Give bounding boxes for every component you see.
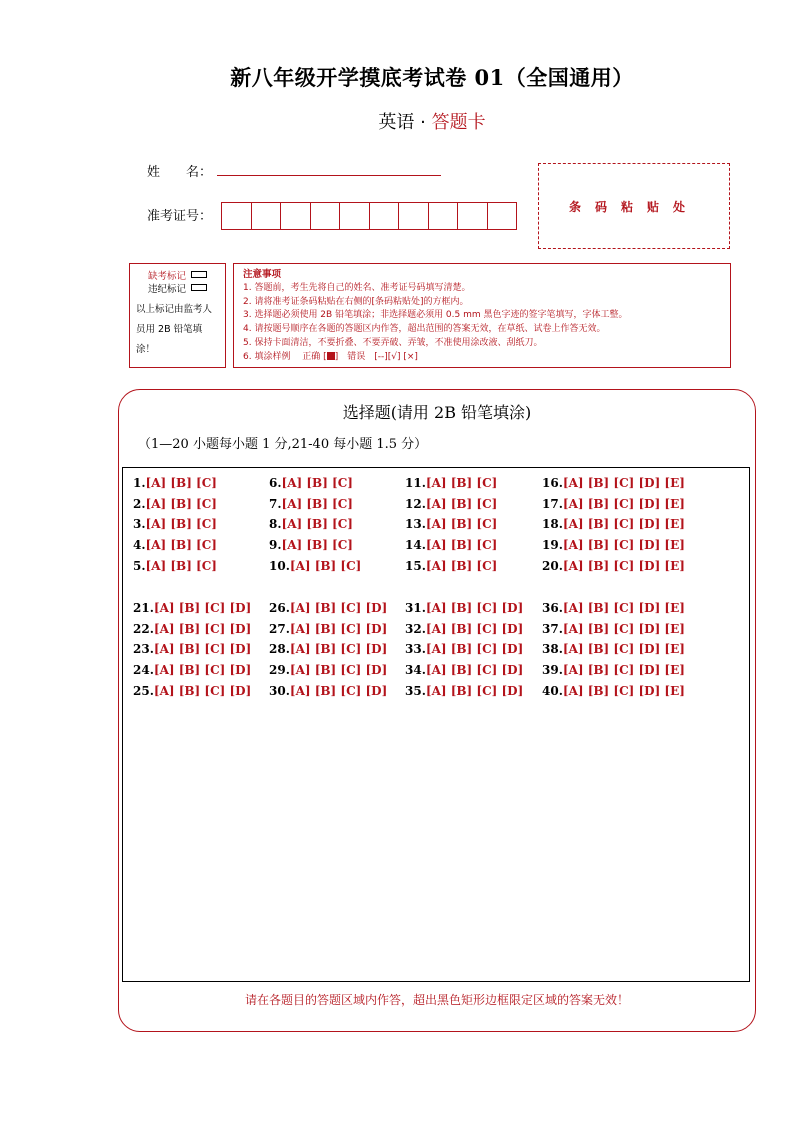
question-number: 31.: [405, 601, 426, 615]
question-number: 21.: [133, 601, 154, 615]
question-row[interactable]: [542, 622, 685, 636]
answer-options[interactable]: [A] [B] [C] [D]: [425, 684, 524, 698]
id-digit-box[interactable]: [369, 202, 400, 230]
id-digit-box[interactable]: [398, 202, 429, 230]
page-subtitle: [0, 108, 794, 134]
answer-options[interactable]: [A] [B] [C] [D] [E]: [562, 538, 685, 552]
question-row[interactable]: [133, 622, 251, 636]
answer-options[interactable]: [A] [B] [C] [D]: [153, 622, 252, 636]
question-number: 1.: [133, 476, 146, 490]
question-number: 26.: [269, 601, 290, 615]
id-digit-box[interactable]: [251, 202, 282, 230]
question-number: 40.: [542, 684, 563, 698]
id-digit-box[interactable]: [457, 202, 488, 230]
answer-options[interactable]: [A] [B] [C] [D]: [289, 642, 388, 656]
sample-wrong: ] 错误 [--][√] [×]: [334, 351, 418, 362]
answer-options[interactable]: [A] [B] [C] [D] [E]: [562, 642, 685, 656]
question-row[interactable]: [405, 476, 497, 490]
question-row[interactable]: [405, 601, 523, 615]
barcode-area: [538, 163, 730, 249]
question-row[interactable]: [133, 559, 217, 573]
answer-options[interactable]: [A] [B] [C] [D]: [425, 642, 524, 656]
question-row[interactable]: [133, 601, 251, 615]
question-row[interactable]: [405, 559, 497, 573]
question-number: 28.: [269, 642, 290, 656]
question-row[interactable]: [542, 684, 685, 698]
question-number: 9.: [269, 538, 282, 552]
question-row[interactable]: [269, 663, 387, 677]
question-row[interactable]: [269, 497, 353, 511]
question-number: 8.: [269, 517, 282, 531]
answer-options[interactable]: [A] [B] [C]: [145, 559, 217, 573]
notice-item: 5. 保持卡面清洁，不要折叠、不要弄破、弄皱，不准使用涂改液、刮纸刀。: [243, 337, 543, 348]
answer-options[interactable]: [A] [B] [C]: [425, 517, 498, 531]
question-number: 15.: [405, 559, 426, 573]
question-row[interactable]: [269, 517, 353, 531]
question-row[interactable]: [405, 684, 523, 698]
question-row[interactable]: [405, 663, 523, 677]
answer-options[interactable]: [A] [B] [C] [D] [E]: [562, 684, 685, 698]
proctor-mark-box: [129, 263, 226, 368]
answer-options[interactable]: [A] [B] [C] [D]: [425, 622, 524, 636]
question-number: 22.: [133, 622, 154, 636]
exam-id-field[interactable]: [222, 202, 517, 230]
question-number: 36.: [542, 601, 563, 615]
question-number: 32.: [405, 622, 426, 636]
question-number: 13.: [405, 517, 426, 531]
answer-options[interactable]: [A] [B] [C] [D] [E]: [562, 601, 685, 615]
card-type-label: 答题卡: [431, 112, 486, 133]
answer-options[interactable]: [A] [B] [C] [D] [E]: [562, 476, 685, 490]
answer-options[interactable]: [A] [B] [C] [D] [E]: [562, 559, 685, 573]
question-number: 3.: [133, 517, 146, 531]
question-number: 33.: [405, 642, 426, 656]
question-row[interactable]: [133, 663, 251, 677]
notice-item: 2. 请将准考证条码粘贴在右侧的[条码粘贴处]的方框内。: [243, 296, 469, 307]
question-row[interactable]: [405, 642, 523, 656]
answer-options[interactable]: [A] [B] [C] [D]: [289, 684, 388, 698]
question-number: 6.: [269, 476, 282, 490]
id-label: 准考证号：: [147, 209, 213, 224]
filled-sample-icon: [327, 352, 335, 360]
answer-options[interactable]: [A] [B] [C]: [425, 538, 498, 552]
question-row[interactable]: [405, 538, 497, 552]
question-number: 29.: [269, 663, 290, 677]
answer-options[interactable]: [A] [B] [C] [D] [E]: [562, 497, 685, 511]
question-number: 38.: [542, 642, 563, 656]
answer-options[interactable]: [A] [B] [C] [D] [E]: [562, 517, 685, 531]
answer-options[interactable]: [A] [B] [C]: [145, 517, 217, 531]
name-field[interactable]: [217, 175, 441, 176]
question-row[interactable]: [542, 559, 685, 573]
answer-options[interactable]: [A] [B] [C] [D] [E]: [562, 663, 685, 677]
question-row[interactable]: [269, 476, 353, 490]
question-row[interactable]: [405, 497, 497, 511]
question-row[interactable]: [269, 642, 387, 656]
answer-options[interactable]: [A] [B] [C]: [425, 497, 498, 511]
id-digit-box[interactable]: [339, 202, 370, 230]
question-row[interactable]: [542, 663, 685, 677]
answer-options[interactable]: [A] [B] [C]: [145, 497, 217, 511]
question-row[interactable]: [133, 497, 217, 511]
notice-title: 注意事项: [243, 269, 282, 280]
answer-options[interactable]: [A] [B] [C] [D]: [153, 663, 252, 677]
id-digit-box[interactable]: [280, 202, 311, 230]
violation-mark-box[interactable]: [191, 284, 207, 291]
question-number: 17.: [542, 497, 563, 511]
question-row[interactable]: [269, 684, 387, 698]
question-row[interactable]: [542, 517, 685, 531]
question-number: 5.: [133, 559, 146, 573]
sample-prefix: 6. 填涂样例 正确 [: [243, 351, 327, 362]
question-number: 18.: [542, 517, 563, 531]
answer-options[interactable]: [A] [B] [C]: [145, 476, 217, 490]
question-row[interactable]: [405, 517, 497, 531]
question-row[interactable]: [542, 642, 685, 656]
question-number: 20.: [542, 559, 563, 573]
question-row[interactable]: [269, 559, 361, 573]
question-row[interactable]: [269, 601, 387, 615]
barcode-label: 条码粘贴处: [568, 199, 699, 214]
answer-options[interactable]: [A] [B] [C] [D]: [289, 601, 388, 615]
question-number: 39.: [542, 663, 563, 677]
answer-options[interactable]: [A] [B] [C]: [281, 497, 353, 511]
answer-options[interactable]: [A] [B] [C]: [145, 538, 217, 552]
footer-note: 请在各题目的答题区域内作答，超出黑色矩形边框限定区域的答案无效！: [244, 993, 629, 1007]
answer-options[interactable]: [A] [B] [C]: [425, 476, 498, 490]
question-row[interactable]: [269, 622, 387, 636]
answer-options[interactable]: [A] [B] [C] [D]: [425, 601, 524, 615]
question-row[interactable]: [133, 538, 217, 552]
question-number: 24.: [133, 663, 154, 677]
notice-item: 4. 请按题号顺序在各题的答题区内作答，超出范围的答案无效，在草纸、试卷上作答无效。: [243, 324, 606, 335]
answer-options[interactable]: [A] [B] [C]: [425, 559, 498, 573]
question-number: 27.: [269, 622, 290, 636]
question-row[interactable]: [133, 642, 251, 656]
question-number: 11.: [405, 476, 426, 490]
id-digit-box[interactable]: [428, 202, 459, 230]
answer-options[interactable]: [A] [B] [C] [D]: [289, 663, 388, 677]
absent-mark-box[interactable]: [191, 271, 207, 278]
question-row[interactable]: [133, 517, 217, 531]
question-row[interactable]: [542, 538, 685, 552]
question-number: 2.: [133, 497, 146, 511]
id-digit-box[interactable]: [310, 202, 341, 230]
id-digit-box[interactable]: [221, 202, 252, 230]
answer-options[interactable]: [A] [B] [C]: [281, 538, 353, 552]
answer-options[interactable]: [A] [B] [C]: [289, 559, 362, 573]
question-row[interactable]: [542, 497, 685, 511]
answer-options[interactable]: [A] [B] [C] [D]: [153, 684, 252, 698]
question-number: 35.: [405, 684, 426, 698]
answer-options[interactable]: [A] [B] [C]: [281, 476, 353, 490]
answer-options[interactable]: [A] [B] [C] [D]: [289, 622, 388, 636]
question-number: 16.: [542, 476, 563, 490]
question-number: 19.: [542, 538, 563, 552]
id-digit-box[interactable]: [487, 202, 518, 230]
page-title: 新八年级开学摸底考试卷 01（全国通用）: [230, 65, 634, 90]
absent-mark-label: 缺考标记: [147, 270, 186, 282]
notice-item-sample: [243, 351, 721, 365]
answer-options[interactable]: [A] [B] [C] [D] [E]: [562, 622, 685, 636]
question-row[interactable]: [405, 622, 523, 636]
mark-note: 以上标记由监考人员用 2B 铅笔填涂！: [136, 304, 213, 355]
section-subtitle: （1—20 小题每小题 1 分,21-40 每小题 1.5 分）: [138, 437, 428, 452]
notice-item: 1. 答题前，考生先将自己的姓名、准考证号码填写清楚。: [243, 282, 471, 293]
question-row[interactable]: [542, 601, 685, 615]
question-number: 7.: [269, 497, 282, 511]
question-number: 30.: [269, 684, 290, 698]
violation-mark-label: 违纪标记: [147, 283, 186, 295]
question-number: 34.: [405, 663, 426, 677]
question-number: 23.: [133, 642, 154, 656]
question-number: 4.: [133, 538, 146, 552]
subject-label: 英语 ·: [378, 112, 432, 133]
question-row[interactable]: [133, 684, 251, 698]
name-label: 姓 名：: [147, 165, 213, 180]
notice-box: [233, 263, 731, 368]
question-row[interactable]: [542, 476, 685, 490]
notice-item: 3. 选择题必须使用 2B 铅笔填涂；非选择题必须用 0.5 mm 黑色字迹的签字笔填写，字体工整。: [243, 310, 628, 321]
question-number: 25.: [133, 684, 154, 698]
answer-options[interactable]: [A] [B] [C] [D]: [153, 601, 252, 615]
answer-options[interactable]: [A] [B] [C]: [281, 517, 353, 531]
question-number: 12.: [405, 497, 426, 511]
answer-options[interactable]: [A] [B] [C] [D]: [153, 642, 252, 656]
answer-options[interactable]: [A] [B] [C] [D]: [425, 663, 524, 677]
section-title: 选择题(请用 2B 铅笔填涂): [342, 403, 532, 422]
question-row[interactable]: [133, 476, 217, 490]
question-number: 14.: [405, 538, 426, 552]
question-number: 37.: [542, 622, 563, 636]
question-number: 10.: [269, 559, 290, 573]
question-row[interactable]: [269, 538, 353, 552]
